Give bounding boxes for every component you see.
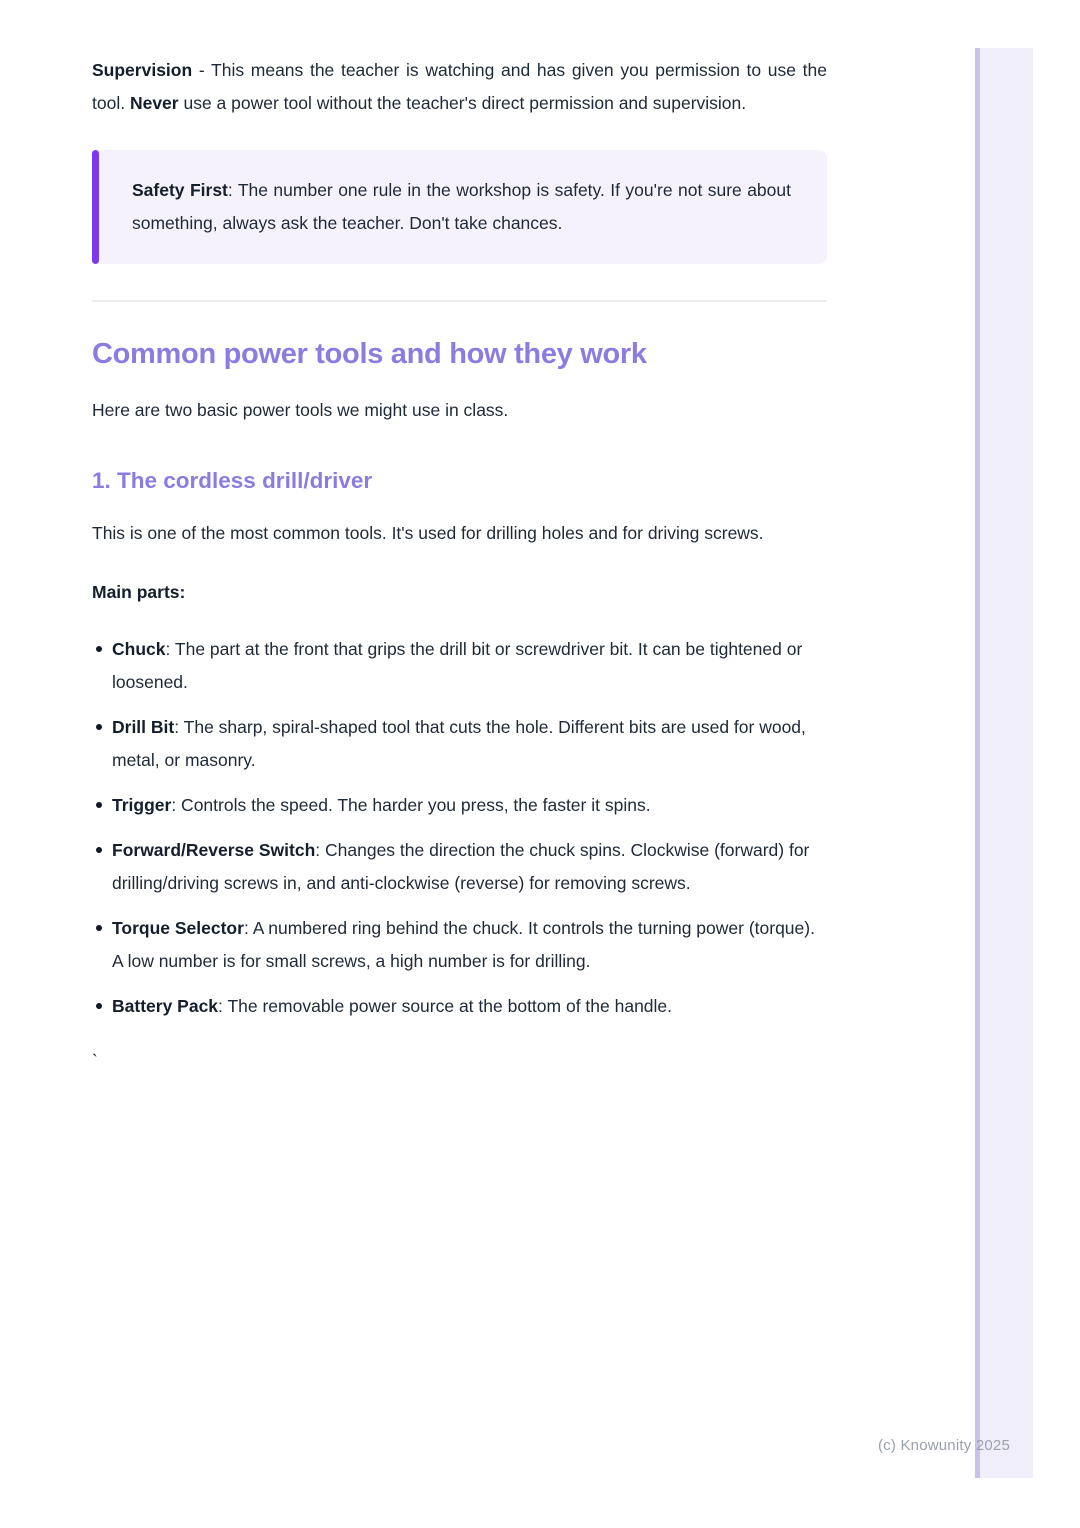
list-desc: : The removable power source at the bottom of the handle. xyxy=(218,996,673,1016)
document-content xyxy=(92,0,827,1078)
callout-term: Safety First xyxy=(132,180,228,200)
bullet-icon xyxy=(96,724,102,730)
main-parts-list xyxy=(92,633,827,1023)
list-term: Battery Pack xyxy=(112,996,219,1016)
bullet-icon xyxy=(96,646,102,652)
list-item-trigger xyxy=(92,789,827,822)
never-term: Never xyxy=(129,93,179,113)
list-desc: : The part at the front that grips the drill bit or screwdriver bit. It can be tightened or loosened. xyxy=(112,639,803,692)
list-term: Chuck xyxy=(112,639,166,659)
callout-text xyxy=(132,174,791,240)
bullet-icon xyxy=(96,925,102,931)
section-heading: Common power tools and how they work xyxy=(92,338,647,370)
list-item-battery-pack xyxy=(92,990,827,1023)
list-term: Forward/Reverse Switch xyxy=(112,840,316,860)
bullet-icon xyxy=(96,847,102,853)
sub-heading: 1. The cordless drill/driver xyxy=(92,468,373,493)
list-desc: : Changes the direction the chuck spins. Clockwise (forward) for drilling/driving screws in, and anti-clockwise (reverse) for removing screws. xyxy=(112,840,810,893)
paragraph-supervision xyxy=(92,54,827,120)
supervision-text-1: - This means the teacher is watching and has given you permission to use the tool. xyxy=(92,60,827,113)
section-intro: Here are two basic power tools we might use in class. xyxy=(92,400,509,420)
list-item-drill-bit xyxy=(92,711,827,777)
bullet-icon xyxy=(96,1003,102,1009)
stray-character: ` xyxy=(92,1051,98,1071)
list-term: Torque Selector xyxy=(112,918,244,938)
page-edge-decoration xyxy=(975,48,1033,1478)
bullet-icon xyxy=(96,802,102,808)
list-item-torque-selector xyxy=(92,912,827,978)
callout-body: : The number one rule in the workshop is safety. If you're not sure about something, always ask the teacher. Don't take chances. xyxy=(132,180,791,233)
list-desc: : The sharp, spiral-shaped tool that cuts the hole. Different bits are used for wood, metal, or masonry. xyxy=(112,717,806,770)
list-item-chuck xyxy=(92,633,827,699)
callout-accent-bar xyxy=(92,150,99,264)
list-desc: : A numbered ring behind the chuck. It controls the turning power (torque). A low number is for small screws, a high number is for drilling. xyxy=(112,918,815,971)
supervision-term: Supervision xyxy=(92,60,193,80)
list-term: Trigger xyxy=(112,795,172,815)
list-label: Main parts: xyxy=(92,582,186,602)
footer-copyright: (c) Knowunity 2025 xyxy=(877,1437,1010,1454)
safety-callout xyxy=(92,150,827,264)
sub-intro: This is one of the most common tools. It's used for drilling holes and for driving screws. xyxy=(92,523,764,543)
list-item-forward-reverse-switch xyxy=(92,834,827,900)
list-term: Drill Bit xyxy=(112,717,175,737)
list-desc: : Controls the speed. The harder you press, the faster it spins. xyxy=(171,795,651,815)
supervision-text-2: use a power tool without the teacher's direct permission and supervision. xyxy=(178,93,747,113)
divider xyxy=(92,300,827,302)
